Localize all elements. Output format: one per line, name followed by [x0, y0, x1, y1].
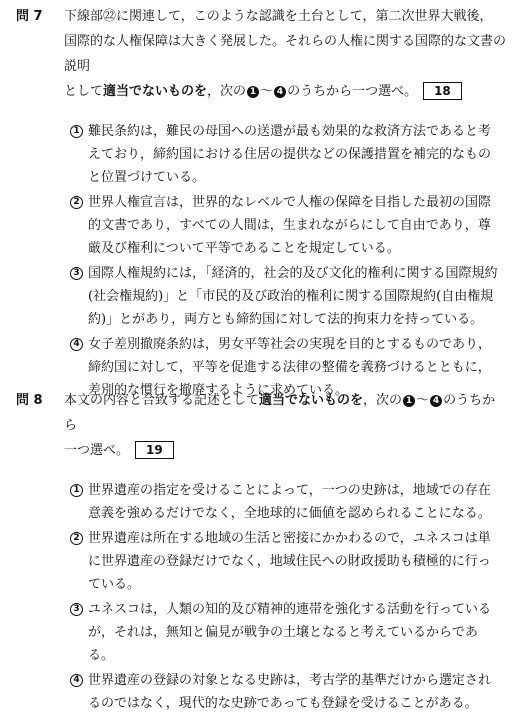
- option-text: ユネスコは，人類の知的及び精神的連帯を強化する活動を行っているが，それは，無知と偏見が戦争の土壌となると考えているからである。: [88, 602, 492, 663]
- question-8: [16, 388, 508, 715]
- emphasis-text: 適当でないものを: [259, 393, 364, 408]
- option-text: 世界遺産は所在する地域の生活と密接にかかわるので，ユネスコは単に世界遺産の登録だけでなく，地域住民への財政援助も積極的に行っている。: [88, 531, 491, 592]
- choice-number-icon: 1: [247, 86, 259, 98]
- option[interactable]: [30, 479, 508, 525]
- choice-number-icon: 1: [403, 395, 415, 407]
- stem-line: 一つ選べ。 19: [64, 438, 508, 463]
- answer-box[interactable]: 18: [423, 82, 462, 100]
- option-text: 国際人権規約には，「経済的，社会的及び文化的権利に関する国際規約(社会権規約)」と「市民的及び政治的権利に関する国際規約(自由権規約)」とがあり，両方とも締約国に対して法的拘束力を持っている。: [88, 266, 498, 327]
- option-number-icon: 1: [70, 125, 83, 138]
- emphasis-text: 適当でないものを: [103, 84, 208, 99]
- option-text: 世界遺産の登録の対象となる史跡は，考古学的基準だけから選定されるのではなく，現代的な史跡であっても登録を受けることがある。: [88, 673, 492, 711]
- question-number: 問 7: [16, 9, 43, 24]
- option[interactable]: [30, 262, 508, 331]
- stem-line: として適当でないものを，次の 1 〜 4 のうちから一つ選べ。 18: [64, 79, 508, 104]
- stem-line: 国際的な人権保障は大きく発展した。それらの人権に関する国際的な文書の説明: [64, 34, 507, 74]
- option-number-icon: 4: [70, 674, 83, 687]
- option-text: 女子差別撤廃条約は，男女平等社会の実現を目的とするものであり，締約国に対して，平等を促進する法律の整備を義務づけるとともに，差別的な慣行を撤廃するように求めている。: [88, 337, 492, 398]
- answer-box[interactable]: 19: [135, 441, 174, 459]
- option[interactable]: [30, 120, 508, 189]
- choice-number-icon: 4: [274, 86, 286, 98]
- question-8-stem: [16, 388, 508, 463]
- question-number: 問 8: [16, 393, 43, 408]
- question-7-stem: [16, 4, 508, 104]
- option-number-icon: 2: [70, 532, 83, 545]
- choice-number-icon: 4: [430, 395, 442, 407]
- option[interactable]: [30, 191, 508, 260]
- stem-line: 下線部㉒に関連して，このような認識を土台として，第二次世界大戦後，: [64, 9, 493, 24]
- option-number-icon: 3: [70, 267, 83, 280]
- option[interactable]: [30, 527, 508, 596]
- option-text: 世界遺産の指定を受けることによって，一つの史跡は，地域での存在意義を強めるだけでなく，全地球的に価値を認められることになる。: [88, 483, 491, 521]
- option[interactable]: [30, 598, 508, 667]
- option-number-icon: 3: [70, 603, 83, 616]
- option-text: 世界人権宣言は，世界的なレベルで人権の保障を目指した最初の国際的文書であり，すべての人間は，生まれながらにして自由であり，尊厳及び権利について平等であることを規定している。: [88, 195, 492, 256]
- option[interactable]: [30, 669, 508, 715]
- option-number-icon: 2: [70, 196, 83, 209]
- option-text: 難民条約は，難民の母国への送還が最も効果的な救済方法であると考えており，締約国における住居の提供などの保護措置を補完的なものと位置づけている。: [88, 124, 492, 185]
- option-number-icon: 1: [70, 484, 83, 497]
- stem-line: 本文の内容と合致する記述として適当でないものを，次の 1 〜 4 のうちから: [64, 393, 496, 433]
- option-number-icon: 4: [70, 338, 83, 351]
